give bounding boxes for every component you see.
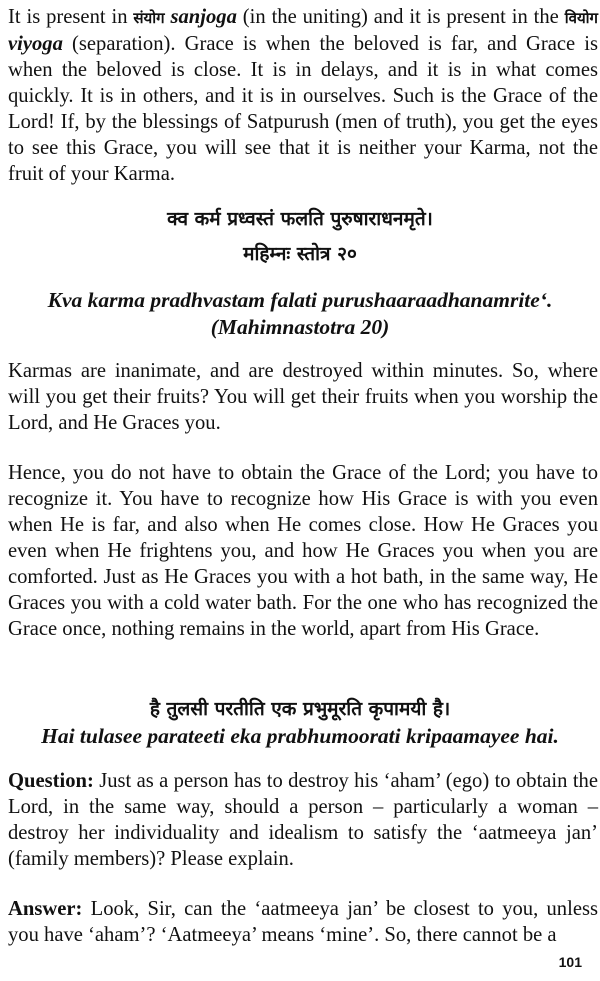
answer-text: Look, Sir, can the ‘aatmeeya jan’ be closest to you, unless you have ‘aham’? ‘Aatmeeya’ means ‘mine’. So, there cannot be a	[8, 898, 598, 946]
paragraph-text: (separation). Grace is when the beloved is far, and Grace is when the beloved is close. It is in delays, and it is in what comes quickly. It is in others, and it is in ourselves. Such is the Grace of the Lord! If, by the blessings of Satpurush (men of truth), you get the eyes to see this Grace, you will see that it is neither your Karma, not the fruit of your Karma.	[8, 33, 598, 185]
verse-source-devanagari: महिम्नः स्तोत्र २०	[243, 243, 357, 265]
verse-source-transliteration: (Mahimnastotra 20)	[210, 315, 390, 339]
verse-devanagari: है तुलसी परतीति एक प्रभुमूरति कृपामयी है।	[149, 698, 451, 720]
inline-devanagari-term: वियोग	[564, 9, 598, 27]
paragraph-grace-presence	[8, 4, 598, 187]
question-label: Question:	[8, 770, 94, 792]
page-number: 101	[558, 954, 582, 970]
paragraph-text: (in the uniting) and it is present in the	[236, 6, 565, 28]
paragraph-text: It is present in	[8, 6, 134, 28]
inline-italic-term: sanjoga	[170, 6, 237, 28]
paragraph-karmas: Karmas are inanimate, and are destroyed within minutes. So, where will you get their fruits? You will get their fruits when you worship the Lord, and He Graces you.	[8, 360, 598, 434]
question-paragraph	[8, 768, 598, 872]
verse-devanagari: क्व कर्म प्रध्वस्तं फलति पुरुषाराधनमृते।	[167, 208, 433, 230]
answer-label: Answer:	[8, 898, 83, 920]
paragraph-recognize-grace: Hence, you do not have to obtain the Grace of the Lord; you have to recognize it. You have to recognize how His Grace is with you even when He is far, and also when He comes close. How He Graces you even when He frightens you, and how He Graces you when you are comforted. Just as He Graces you with a hot bath, in the same way, He Graces you with a cold water bath. For the one who has recognized the Grace once, nothing remains in the world, apart from His Grace.	[8, 462, 598, 640]
answer-paragraph	[8, 896, 598, 948]
inline-devanagari-term: संयोग	[133, 9, 165, 27]
verse-transliteration: Kva karma pradhvastam falati purushaaraadhanamrite‘.	[47, 288, 553, 312]
question-text: Just as a person has to destroy his ‘aham’ (ego) to obtain the Lord, in the same way, should a person – particularly a woman – destroy her individuality and idealism to satisfy the ‘aatmeeya jan’ (family members)? Please explain.	[8, 770, 598, 870]
inline-italic-term: viyoga	[8, 33, 63, 55]
verse-transliteration: Hai tulasee parateeti eka prabhumoorati kripaamayee hai.	[41, 724, 559, 748]
